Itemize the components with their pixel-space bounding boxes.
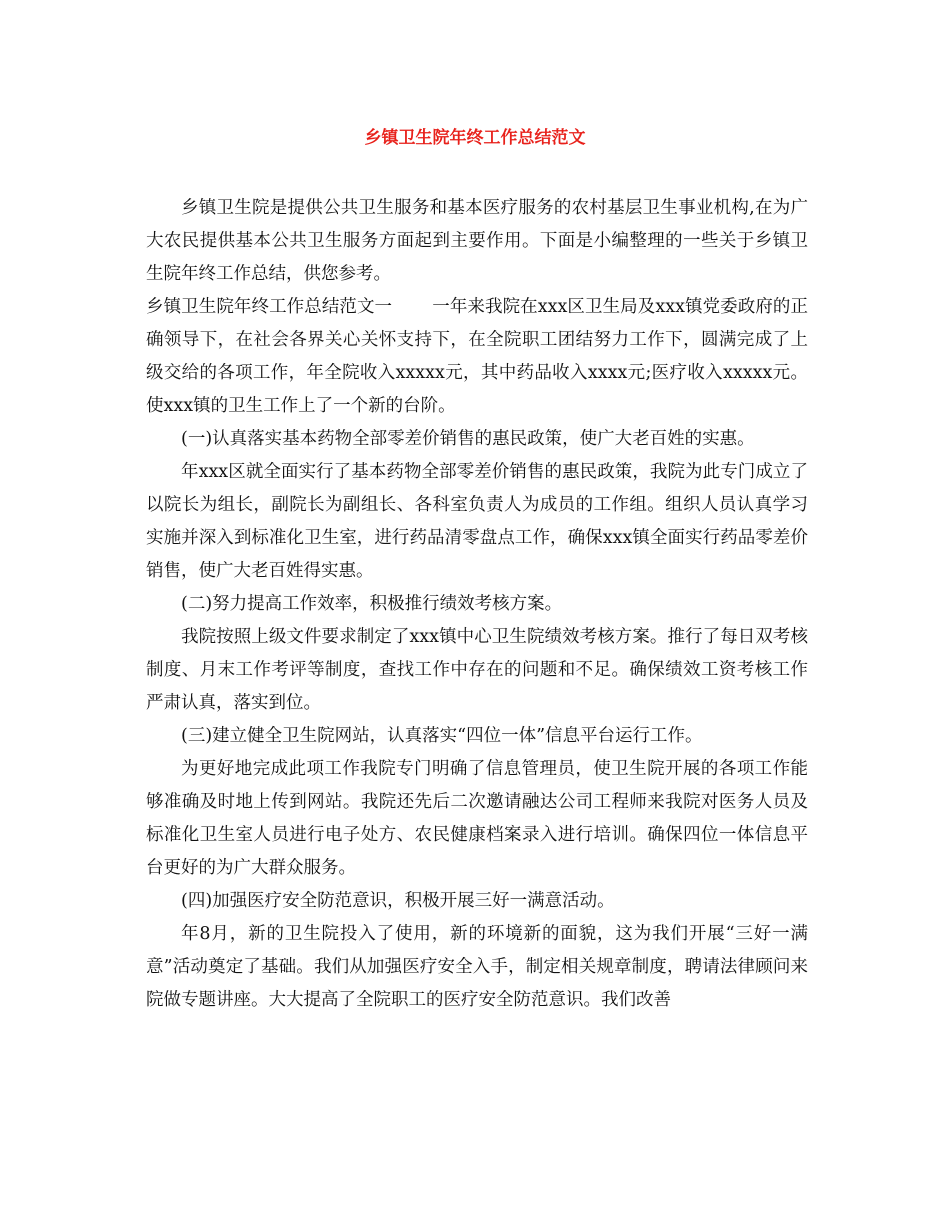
document-title: 乡镇卫生院年终工作总结范文 bbox=[364, 128, 586, 148]
paragraph-2: 我院按照上级文件要求制定了xxx镇中心卫生院绩效考核方案。推行了每日双考核制度、月末工作考评等制度，查找工作中存在的问题和不足。确保绩效工资考核工作严肃认真，落实到位。 bbox=[146, 627, 808, 713]
subheading-3: (三)建立健全卫生院网站，认真落实“四位一体”信息平台运行工作。 bbox=[181, 726, 703, 746]
section-heading: 乡镇卫生院年终工作总结范文一 bbox=[146, 297, 393, 317]
subheading-2: (二)努力提高工作效率，积极推行绩效考核方案。 bbox=[181, 594, 563, 614]
subheading-1: (一)认真落实基本药物全部零差价销售的惠民政策，使广大老百姓的实惠。 bbox=[181, 429, 755, 449]
paragraph-3: 为更好地完成此项工作我院专门明确了信息管理员，使卫生院开展的各项工作能够准确及时地上传到网站。我院还先后二次邀请融达公司工程师来我院对医务人员及标准化卫生室人员进行电子处方、农民健康档案录入进行培训。确保四位一体信息平台更好的为广大群众服务。 bbox=[146, 759, 808, 878]
intro-paragraph: 乡镇卫生院是提供公共卫生服务和基本医疗服务的农村基层卫生事业机构,在为广大农民提供基本公共卫生服务方面起到主要作用。下面是小编整理的一些关于乡镇卫生院年终工作总结，供您参考。 bbox=[146, 198, 808, 284]
section-heading-line bbox=[146, 291, 808, 423]
paragraph-4: 年8月，新的卫生院投入了使用，新的环境新的面貌，这为我们开展“三好一满意”活动奠定了基础。我们从加强医疗安全入手，制定相关规章制度，聘请法律顾问来院做专题讲座。大大提高了全院职工的医疗安全防范意识。我们改善 bbox=[146, 924, 808, 1010]
paragraph-1: 年xxx区就全面实行了基本药物全部零差价销售的惠民政策，我院为此专门成立了以院长为组长，副院长为副组长、各科室负责人为成员的工作组。组织人员认真学习实施并深入到标准化卫生室，进行药品清零盘点工作，确保xxx镇全面实行药品零差价销售，使广大老百姓得实惠。 bbox=[146, 462, 808, 581]
document-body bbox=[146, 192, 808, 1017]
subheading-4: (四)加强医疗安全防范意识，积极开展三好一满意活动。 bbox=[181, 891, 615, 911]
section-intro-text: 一年来我院在xxx区卫生局及xxx镇党委政府的正确领导下，在社会各界关心关怀支持下，在全院职工团结努力工作下，圆满完成了上级交给的各项工作，年全院收入xxxxx元，其中药品收入xxxx元;医疗收入xxxxx元。使xxx镇的卫生工作上了一个新的台阶。 bbox=[146, 297, 809, 416]
